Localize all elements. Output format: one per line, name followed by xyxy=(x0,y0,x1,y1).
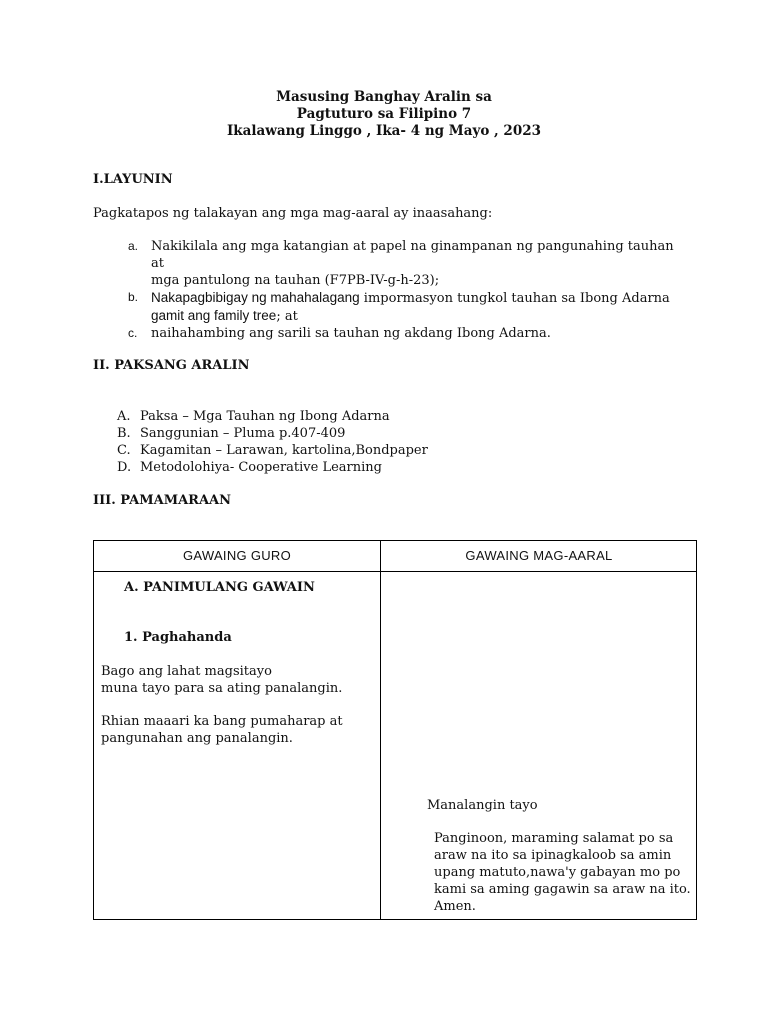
list-marker: D. xyxy=(117,460,132,475)
title-line-2: Pagtuturo sa Filipino 7 xyxy=(296,106,472,122)
list-marker: A. xyxy=(117,409,131,424)
guro-text-line: pangunahan ang panalangin. xyxy=(101,731,293,746)
list-item xyxy=(117,459,428,476)
guro-text-line: Bago ang lahat magsitayo xyxy=(101,664,272,679)
objective-b xyxy=(128,289,688,325)
mag-aaral-intro: Manalangin tayo xyxy=(427,798,538,813)
list-item-text: Kagamitan – Larawan, kartolina,Bondpaper xyxy=(140,443,428,458)
paksang-aralin-list xyxy=(117,408,428,476)
title-line-3: Ikalawang Linggo , Ika- 4 ng Mayo , 2023 xyxy=(226,123,541,139)
document-title xyxy=(0,89,768,140)
prayer-line: kami sa aming gagawin sa araw na ito. xyxy=(434,882,691,897)
list-marker: C. xyxy=(117,443,131,458)
objective-text xyxy=(151,289,688,307)
header-divider xyxy=(94,571,696,572)
list-item xyxy=(117,442,428,459)
objective-text-sans: gamit ang family tree xyxy=(151,308,277,323)
list-marker: B. xyxy=(117,426,131,441)
objectives-list xyxy=(128,238,688,342)
list-item xyxy=(117,425,428,442)
title-line-1: Masusing Banghay Aralin sa xyxy=(276,89,492,105)
objective-text: naihahambing ang sarili sa tauhan ng akdang Ibong Adarna. xyxy=(151,326,551,341)
pamamaraan-table xyxy=(93,540,697,920)
guro-text-line: muna tayo para sa ating panalangin. xyxy=(101,681,343,696)
prayer-line: Amen. xyxy=(434,899,476,914)
list-item-text: Paksa – Mga Tauhan ng Ibong Adarna xyxy=(140,409,390,424)
layunin-heading: I.LAYUNIN xyxy=(93,172,173,187)
pamamaraan-heading: III. PAMAMARAAN xyxy=(93,493,232,508)
guro-text-line: Rhian maaari ka bang pumaharap at xyxy=(101,714,343,729)
objective-marker: a. xyxy=(128,239,139,253)
prayer-line: Panginoon, maraming salamat po sa xyxy=(434,831,674,846)
objective-text xyxy=(151,307,688,325)
prayer-text xyxy=(434,830,691,915)
step-paghahanda: 1. Paghahanda xyxy=(124,630,232,645)
objective-text-serif: ; at xyxy=(276,309,298,324)
prayer-line: araw na ito sa ipinagkaloob sa amin xyxy=(434,848,672,863)
objective-text: Nakikilala ang mga katangian at papel na ginampanan ng pangunahing tauhan at xyxy=(151,239,674,271)
list-item-text: Sanggunian – Pluma p.407-409 xyxy=(140,426,346,441)
column-divider xyxy=(380,541,381,919)
paksang-aralin-heading: II. PAKSANG ARALIN xyxy=(93,358,250,373)
list-item xyxy=(117,408,428,425)
objective-text-sans: Nakapagbibigay ng mahahalagang xyxy=(151,290,360,305)
objective-c xyxy=(128,325,688,342)
objective-text: mga pantulong na tauhan (F7PB-IV-g-h-23); xyxy=(151,273,440,288)
objective-text-serif: impormasyon tungkol tauhan sa Ibong Adarna xyxy=(359,291,670,306)
objective-a xyxy=(128,238,688,289)
column-header-guro: GAWAING GURO xyxy=(182,548,292,563)
guro-instruction-1 xyxy=(101,663,342,697)
objective-marker: b. xyxy=(128,290,139,304)
guro-instruction-2 xyxy=(101,713,343,747)
column-header-mag-aaral: GAWAING MAG-AARAL xyxy=(465,548,613,563)
list-item-text: Metodolohiya- Cooperative Learning xyxy=(140,460,382,475)
prayer-line: upang matuto,nawa'y gabayan mo po xyxy=(434,865,681,880)
section-panimulang-gawain: A. PANIMULANG GAWAIN xyxy=(124,580,315,595)
layunin-intro: Pagkatapos ng talakayan ang mga mag-aaral ay inaasahang: xyxy=(93,206,493,221)
objective-marker: c. xyxy=(128,326,138,340)
